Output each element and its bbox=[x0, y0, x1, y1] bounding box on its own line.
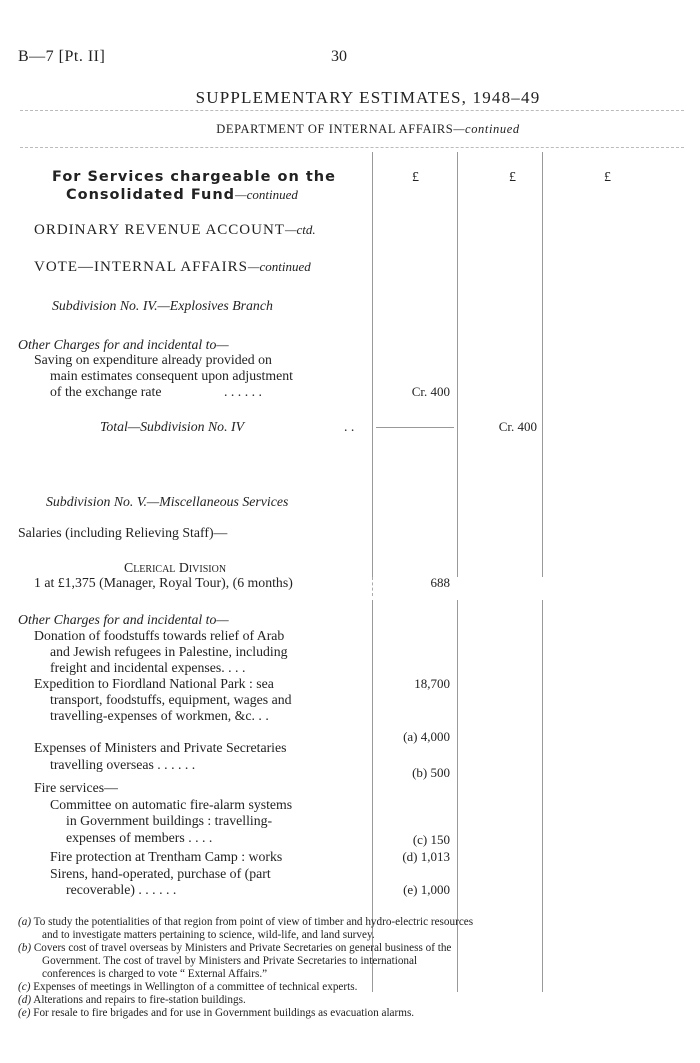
column-header-1: £ bbox=[412, 170, 419, 185]
column-divider-3b bbox=[542, 600, 543, 992]
sub4-total-rule bbox=[376, 427, 454, 428]
section-heading-line1: For Services chargeable on the bbox=[52, 169, 336, 185]
section-heading-line2 bbox=[66, 187, 298, 203]
sub5-clerical-division: Clerical Division bbox=[124, 560, 227, 575]
footnote-c bbox=[18, 981, 357, 994]
item-committee-line1: Committee on automatic fire-alarm systems bbox=[50, 797, 293, 812]
sub4-total-leader: . . bbox=[344, 419, 355, 434]
sub4-saving-line3: of the exchange rate bbox=[50, 384, 162, 399]
footnote-a-mark: (a) bbox=[18, 916, 32, 928]
item-ministers-amount: (b) 500 bbox=[412, 765, 450, 780]
section-heading-fund: Consolidated Fund bbox=[66, 187, 236, 203]
column-divider-1 bbox=[372, 152, 373, 577]
footnote-a bbox=[18, 916, 473, 929]
footnote-e-line1: For resale to fire brigades and for use in Government buildings as evacuation alarms. bbox=[33, 1007, 415, 1019]
page-title: SUPPLEMENTARY ESTIMATES, 1948–49 bbox=[195, 88, 541, 107]
item-donation-amount: 18,700 bbox=[414, 676, 450, 691]
item-sirens-line1: Sirens, hand-operated, purchase of (part bbox=[50, 866, 271, 881]
sub4-saving-line2: main estimates consequent upon adjustment bbox=[50, 368, 293, 383]
sub4-saving-line1: Saving on expenditure already provided on bbox=[34, 352, 272, 367]
sub4-total-amount: Cr. 400 bbox=[498, 419, 537, 434]
department-suffix: —continued bbox=[453, 122, 520, 136]
item-expedition-line2: transport, foodstuffs, equipment, wages and bbox=[50, 692, 292, 707]
sub4-saving-leader: . . . . . . bbox=[224, 384, 262, 399]
vote-heading bbox=[34, 259, 311, 276]
footnote-b-line1: Covers cost of travel overseas by Ministers and Private Secretaries on general business of the bbox=[33, 942, 452, 954]
sub4-saving-amount: Cr. 400 bbox=[411, 384, 450, 399]
item-fire-services: Fire services— bbox=[34, 780, 118, 795]
footnote-b-line3: conferences is charged to vote “ External Affairs.” bbox=[42, 968, 268, 980]
item-committee-line3: expenses of members . . . . bbox=[66, 830, 213, 845]
sub5-salaries: Salaries (including Relieving Staff)— bbox=[18, 525, 228, 540]
item-donation-line1: Donation of foodstuffs towards relief of Arab bbox=[34, 628, 285, 643]
item-sirens-amount: (e) 1,000 bbox=[403, 882, 450, 897]
footnote-b bbox=[18, 942, 451, 955]
vote-name: VOTE—INTERNAL AFFAIRS bbox=[34, 259, 248, 275]
item-sirens-line2: recoverable) . . . . . . bbox=[66, 882, 177, 897]
footnote-a-line2: and to investigate matters pertaining to science, wild-life, and land survey. bbox=[42, 929, 375, 941]
column-header-3: £ bbox=[604, 170, 611, 185]
column-divider-2b bbox=[457, 600, 458, 992]
subdivision-5-title: Subdivision No. V.—Miscellaneous Services bbox=[46, 494, 289, 509]
item-trentham-amount: (d) 1,013 bbox=[402, 849, 450, 864]
footnote-d bbox=[18, 994, 246, 1007]
footnote-d-mark: (d) bbox=[18, 994, 32, 1006]
item-committee-amount: (c) 150 bbox=[412, 832, 450, 847]
page-number: 30 bbox=[331, 48, 347, 65]
subdivision-4-title: Subdivision No. IV.—Explosives Branch bbox=[52, 298, 273, 313]
page-reference: B—7 [Pt. II] bbox=[18, 48, 106, 65]
footnote-e-mark: (e) bbox=[18, 1007, 31, 1019]
department-name: DEPARTMENT OF INTERNAL AFFAIRS bbox=[216, 122, 454, 136]
vote-suffix: —continued bbox=[247, 259, 311, 274]
sub5-other-charges: Other Charges for and incidental to— bbox=[18, 612, 229, 627]
column-divider-gap bbox=[372, 577, 373, 596]
sub4-total-label: Total—Subdivision No. IV bbox=[100, 419, 244, 434]
column-header-2: £ bbox=[509, 170, 516, 185]
column-divider-2 bbox=[457, 152, 458, 577]
account-suffix: —ctd. bbox=[284, 222, 316, 237]
item-ministers-line2: travelling overseas . . . . . . bbox=[50, 757, 196, 772]
item-donation-line3: freight and incidental expenses. . . . bbox=[50, 660, 246, 675]
footnote-d-line1: Alterations and repairs to fire-station buildings. bbox=[33, 994, 246, 1006]
item-trentham-line: Fire protection at Trentham Camp : works bbox=[50, 849, 283, 864]
footnote-c-mark: (c) bbox=[18, 981, 31, 993]
footnote-c-line1: Expenses of meetings in Wellington of a committee of technical experts. bbox=[33, 981, 358, 993]
sub4-other-charges: Other Charges for and incidental to— bbox=[18, 337, 229, 352]
footnote-b-mark: (b) bbox=[18, 942, 32, 954]
item-expedition-line3: travelling-expenses of workmen, &c. . . bbox=[50, 708, 269, 723]
account-heading bbox=[34, 222, 316, 239]
footnote-a-line1: To study the potentialities of that region from point of view of timber and hydro-electric resources bbox=[33, 916, 474, 928]
item-ministers-line1: Expenses of Ministers and Private Secretaries bbox=[34, 740, 287, 755]
title-rule bbox=[20, 110, 684, 111]
sub5-manager-amount: 688 bbox=[430, 575, 450, 590]
item-committee-line2: in Government buildings : travelling- bbox=[66, 813, 273, 828]
sub5-manager-line: 1 at £1,375 (Manager, Royal Tour), (6 months) bbox=[34, 575, 293, 590]
item-expedition-line1: Expedition to Fiordland National Park : sea bbox=[34, 676, 274, 691]
item-expedition-amount: (a) 4,000 bbox=[403, 729, 450, 744]
section-heading-suffix: —continued bbox=[235, 187, 298, 202]
account-name: ORDINARY REVENUE ACCOUNT bbox=[34, 222, 285, 238]
department-heading bbox=[0, 122, 700, 137]
department-rule bbox=[20, 147, 684, 148]
footnote-e bbox=[18, 1007, 414, 1020]
item-donation-line2: and Jewish refugees in Palestine, including bbox=[50, 644, 288, 659]
column-divider-3 bbox=[542, 152, 543, 577]
footnote-b-line2: Government. The cost of travel by Ministers and Private Secretaries to international bbox=[42, 955, 418, 967]
